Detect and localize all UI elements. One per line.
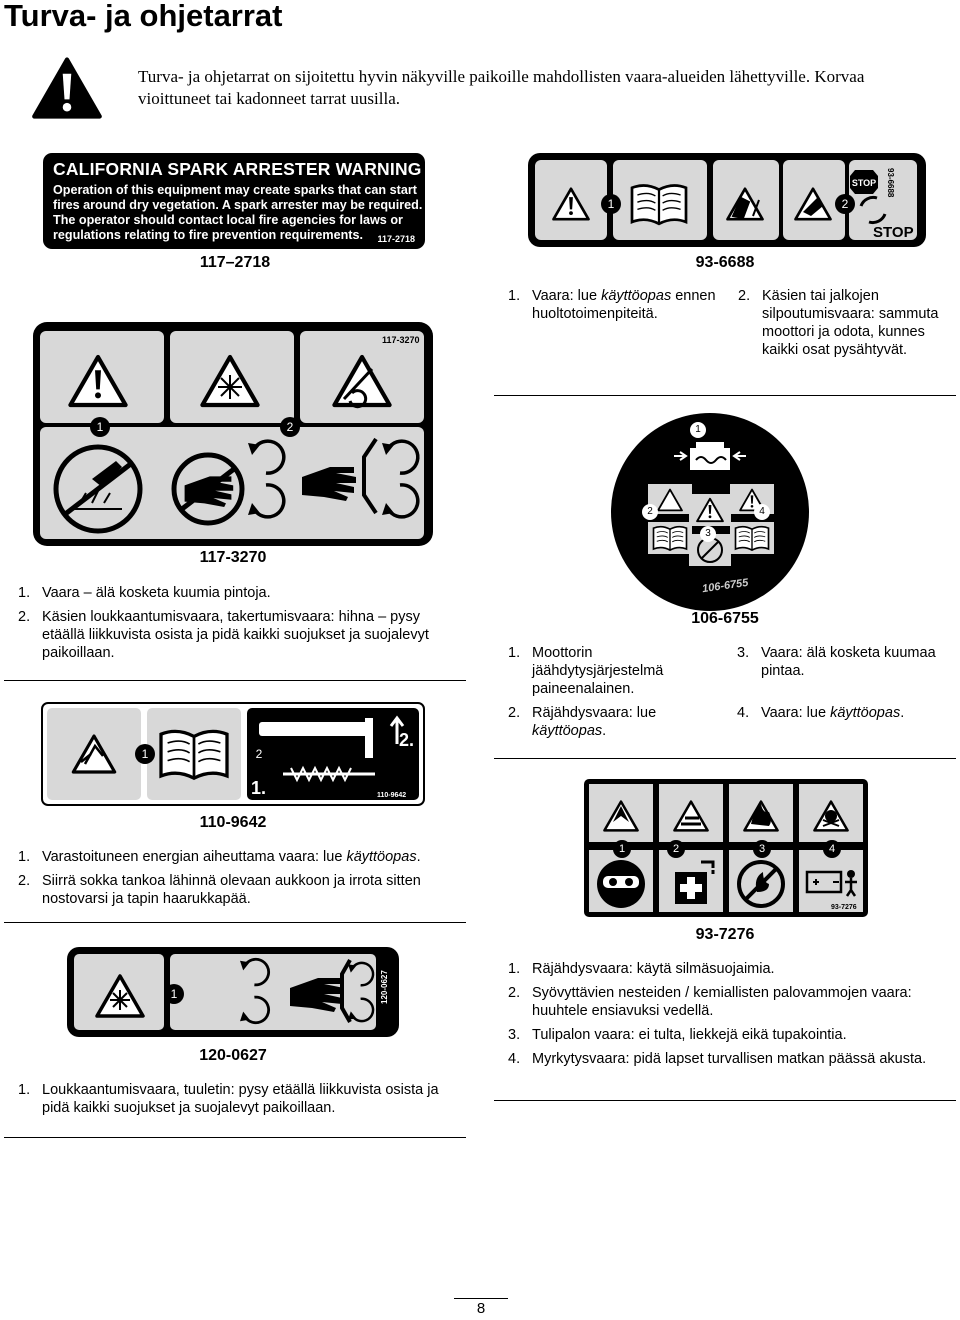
list-93-7276 <box>508 960 948 1074</box>
caption-110-9642: 110-9642 <box>199 814 267 831</box>
decal-93-6688 <box>527 152 927 248</box>
decal-part-number: 120-0627 <box>380 970 389 1004</box>
decal-part-number: 117-3270 <box>382 335 420 345</box>
decal-body-line: fires around dry vegetation. A spark arrester may be required. <box>53 198 423 212</box>
callout-2: 2 <box>835 194 855 214</box>
list-item: 1. Vaara: lue käyttöopas ennen huoltotoimenpiteitä. <box>508 288 716 322</box>
callout-2: 2 <box>642 504 658 520</box>
decal-part-number: 110-9642 <box>377 792 407 799</box>
decal-120-0627 <box>66 946 400 1038</box>
callout-3: 3 <box>700 526 716 542</box>
list-93-6688-b <box>738 287 948 365</box>
page-heading: Turva- ja ohjetarrat <box>4 0 283 33</box>
divider <box>4 922 466 923</box>
decal-93-7276 <box>583 778 869 918</box>
list-106-6755-b <box>737 644 947 728</box>
decal-body-line: The operator should contact local fire agencies for laws or <box>53 213 403 227</box>
list-item: 1. Vaara – älä kosketa kuumia pintoja. <box>18 585 271 601</box>
list-item: 3. Tulipalon vaara: ei tulta, liekkejä eikä tupakointia. <box>508 1027 847 1043</box>
decal-part-number: 93-7276 <box>831 904 857 911</box>
list-item: 2. Siirrä sokka tankoa lähinnä olevaan aukkoon ja irrota sitten nostovarsi ja tapin haarukkapää. <box>18 873 421 907</box>
callout-1: 1 <box>135 744 155 764</box>
callout-3: 3 <box>753 840 771 858</box>
decal-part-number: 93-6688 <box>886 168 895 198</box>
operator-manual-icon <box>632 185 686 223</box>
list-117-3270 <box>18 584 448 668</box>
divider <box>494 1100 956 1101</box>
decal-110-9642 <box>41 702 425 806</box>
page-number: 8 <box>476 1300 486 1317</box>
eye-protection-icon <box>597 860 645 908</box>
stop-small-label: STOP <box>851 178 877 188</box>
list-106-6755-a <box>508 644 708 746</box>
intro-text: Turva- ja ohjetarrat on sijoitettu hyvin näkyville paikoille mahdollisten vaara-alueiden lähettyville. Korvaa vioittuneet tai kadonneet tarrat uusilla. <box>138 67 865 108</box>
decal-117-3270 <box>32 321 434 547</box>
list-93-6688 <box>508 287 722 329</box>
decal-117-2718 <box>43 153 425 249</box>
decal-106-6755 <box>610 412 810 612</box>
caption-120-0627: 120-0627 <box>199 1047 267 1064</box>
callout-1: 1 <box>613 840 631 858</box>
list-item: 1. Varastoituneen energian aiheuttama vaara: lue käyttöopas. <box>18 849 421 865</box>
divider <box>494 758 956 759</box>
operator-manual-icon <box>654 527 687 550</box>
decal-body-line: regulations relating to fire prevention requirements. <box>53 228 363 242</box>
callout-2: 2 <box>667 840 685 858</box>
callout-1: 1 <box>164 984 184 1004</box>
callout-1: 1 <box>601 194 621 214</box>
callout-4: 4 <box>823 840 841 858</box>
list-item: 4. Myrkytysvaara: pidä lapset turvallisen matkan päässä akusta. <box>508 1051 927 1067</box>
callout-1: 1 <box>690 422 706 438</box>
divider <box>4 1137 466 1138</box>
caption-117-2718: 117–2718 <box>199 254 271 271</box>
caption-106-6755: 106-6755 <box>691 610 759 627</box>
list-item: 2. Käsien loukkaantumisvaara, takertumisvaara: hihna – pysy etäällä liikkuvista osista ja pidä kaikki suojukset ja suojalevyt paikoillaan. <box>18 609 429 661</box>
step-2-label: 2. <box>399 730 415 750</box>
operator-manual-icon <box>736 527 769 550</box>
callout-1: 1 <box>90 417 110 437</box>
callout-2: 2 <box>280 417 300 437</box>
list-item: 2. Käsien tai jalkojen silpoutumisvaara: sammuta moottori ja odota, kunnes kaikki osat pysähtyvät. <box>738 288 939 358</box>
callout-2: 2 <box>249 744 269 764</box>
stop-large-label: STOP <box>873 224 914 241</box>
list-item: 1. Räjähdysvaara: käytä silmäsuojaimia. <box>508 961 775 977</box>
list-item: 1. Moottorin jäähdytysjärjestelmä paineenalainen. <box>508 645 664 697</box>
list-item: 2. Syövyttävien nesteiden / kemiallisten palovammojen vaara: huuhtele ensiavuksi vedellä. <box>508 985 912 1019</box>
step-1-label: 1. <box>251 778 267 798</box>
list-item: 1. Loukkaantumisvaara, tuuletin: pysy etäällä liikkuvista osista ja pidä kaikki suojukset ja suojalevyt paikoillaan. <box>18 1082 439 1116</box>
caption-93-7276: 93-7276 <box>695 926 755 943</box>
caption-93-6688: 93-6688 <box>695 254 755 271</box>
caption-117-3270: 117-3270 <box>199 549 267 566</box>
list-item: 4. Vaara: lue käyttöopas. <box>737 705 905 721</box>
footer-rule <box>454 1298 508 1299</box>
callout-4: 4 <box>754 504 770 520</box>
decal-title: CALIFORNIA SPARK ARRESTER WARNING <box>53 159 422 179</box>
list-item: 2. Räjähdysvaara: lue käyttöopas. <box>508 705 657 739</box>
decal-body-line: Operation of this equipment may create sparks that can start <box>53 183 417 197</box>
decal-part-number: 117-2718 <box>377 234 415 244</box>
divider <box>4 680 466 681</box>
list-120-0627 <box>18 1081 468 1123</box>
list-110-9642 <box>18 848 468 914</box>
divider <box>494 395 956 396</box>
list-item: 3. Vaara: älä kosketa kuumaa pintaa. <box>737 645 936 679</box>
operator-manual-icon <box>161 731 227 778</box>
decal-part-number: 106-6755 <box>701 576 750 596</box>
warning-triangle-icon <box>30 56 104 125</box>
